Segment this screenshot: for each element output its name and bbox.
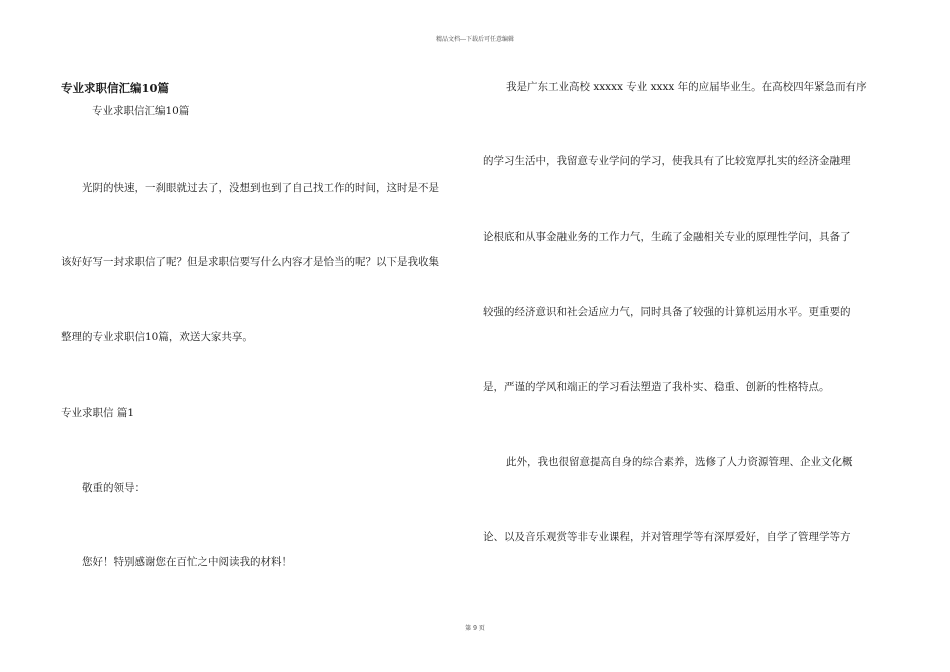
right-paragraph-line: 我是广东工业高校 xxxxx 专业 xxxx 年的应届毕业生。在高校四年紧急而有序 bbox=[506, 81, 867, 93]
page-number: 第 9 页 bbox=[465, 625, 485, 632]
greeting-line: 您好！特别感谢您在百忙之中阅读我的材料！ bbox=[82, 556, 292, 568]
right-paragraph-line: 的学习生活中，我留意专业学问的学习，使我具有了比较宽厚扎实的经济金融理 bbox=[483, 155, 851, 167]
document-subtitle: 专业求职信汇编10篇 bbox=[92, 105, 190, 117]
left-paragraph-line: 该好好写一封求职信了呢？但是求职信要写什么内容才是恰当的呢？以下是我收集 bbox=[61, 256, 439, 268]
document-title: 专业求职信汇编10篇 bbox=[61, 81, 170, 95]
salutation: 敬重的领导： bbox=[82, 482, 145, 494]
right-paragraph-line: 是，严谨的学风和端正的学习看法塑造了我朴实、稳重、创新的性格特点。 bbox=[483, 381, 830, 393]
left-paragraph-line: 整理的专业求职信10篇，欢送大家共享。 bbox=[61, 331, 253, 343]
right-paragraph-line: 此外，我也很留意提高自身的综合素养，选修了人力资源管理、企业文化概 bbox=[506, 456, 853, 468]
right-paragraph-line: 论、以及音乐观赏等非专业课程，并对管理学等有深厚爱好，自学了管理学等方 bbox=[483, 531, 851, 543]
page-header: 精品文档---下载后可任意编辑 bbox=[435, 36, 515, 43]
right-paragraph-line: 较强的经济意识和社会适应力气，同时具备了较强的计算机运用水平。更重要的 bbox=[483, 306, 851, 318]
right-paragraph-line: 论根底和从事金融业务的工作力气，生疏了金融相关专业的原理性学问，具备了 bbox=[483, 231, 851, 243]
section-heading: 专业求职信 篇1 bbox=[61, 407, 135, 419]
left-paragraph-line: 光阴的快速，一刹眼就过去了，没想到也到了自己找工作的时间，这时是不是 bbox=[82, 182, 439, 194]
